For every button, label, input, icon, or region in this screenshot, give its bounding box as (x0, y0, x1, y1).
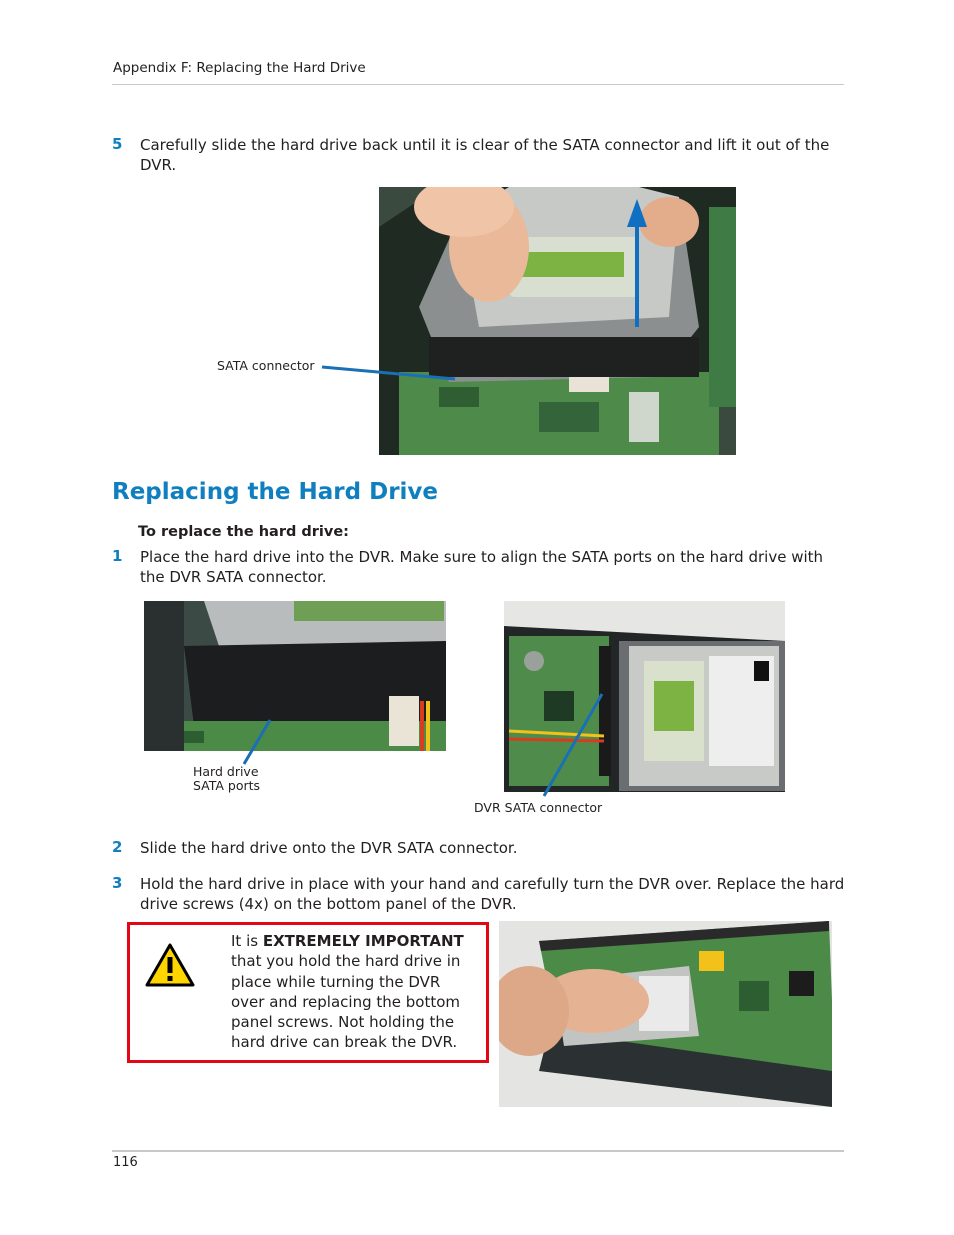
step-3-text: Hold the hard drive in place with your hand and carefully turn the DVR over. Replace the hard drive screws (4x) on the bottom panel of the DVR. (140, 875, 845, 913)
warning-prefix: It is (231, 932, 263, 950)
step-1-number: 1 (112, 547, 123, 565)
step-2-text: Slide the hard drive onto the DVR SATA connector. (140, 839, 518, 857)
photo-removing-hard-drive (379, 187, 736, 455)
step-2-number: 2 (112, 838, 123, 856)
step-1-text: Place the hard drive into the DVR. Make sure to align the SATA ports on the hard drive with the DVR SATA connector. (140, 548, 824, 586)
procedure-label: To replace the hard drive: (138, 524, 349, 540)
hard-drive-sata-ports-callout-line (240, 718, 276, 768)
hard-drive-sata-ports-callout (193, 765, 260, 793)
step-5-number: 5 (112, 135, 123, 153)
photo-hand-holding-drive (499, 921, 832, 1107)
footer-divider (112, 1150, 844, 1152)
page-number: 116 (113, 1155, 138, 1170)
photo-hard-drive-sata-ports (144, 601, 446, 751)
sata-connector-callout-line (320, 362, 460, 384)
warning-body: that you hold the hard drive in place while turning the DVR over and replacing the bottom panel screws. Not holding the hard drive can break the DVR. (231, 952, 461, 1052)
warning-emphasis: EXTREMELY IMPORTANT (262, 932, 464, 950)
section-title: Replacing the Hard Drive (112, 479, 439, 505)
running-header: Appendix F: Replacing the Hard Drive (113, 60, 366, 76)
dvr-sata-connector-callout: DVR SATA connector (474, 800, 603, 815)
warning-text (231, 931, 471, 1053)
callout-line-1: Hard drive (193, 764, 259, 779)
dvr-sata-connector-callout-line (540, 690, 610, 800)
step-3-number: 3 (112, 874, 123, 892)
callout-line-2: SATA ports (193, 778, 261, 793)
step-5-text: Carefully slide the hard drive back until it is clear of the SATA connector and lift it out of the DVR. (140, 136, 830, 174)
sata-connector-callout: SATA connector (217, 358, 315, 373)
header-divider (112, 84, 844, 85)
warning-triangle-icon (145, 943, 195, 987)
